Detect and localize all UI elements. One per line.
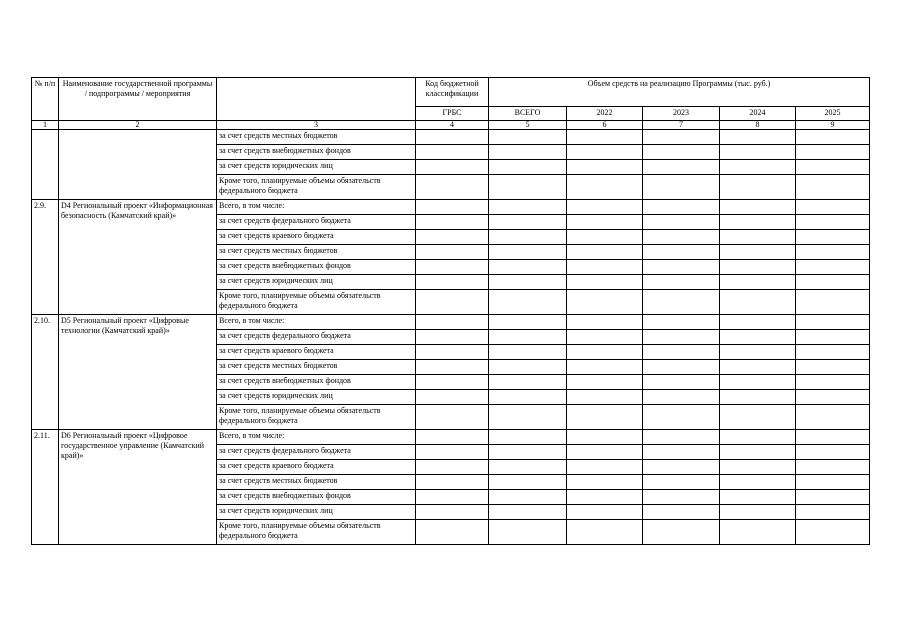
project-name: D4 Региональный проект «Информационная безопасность (Камчатский край)»: [59, 200, 217, 315]
amount-cell: [416, 345, 489, 360]
amount-cell: [720, 215, 796, 230]
header-year: 2025: [796, 107, 870, 121]
amount-cell: [643, 390, 720, 405]
amount-cell: [643, 490, 720, 505]
funding-source: за счет средств федерального бюджета: [217, 445, 416, 460]
amount-cell: [796, 345, 870, 360]
amount-cell: [489, 345, 567, 360]
amount-cell: [489, 230, 567, 245]
header-year: 2022: [567, 107, 643, 121]
amount-cell: [416, 430, 489, 445]
amount-cell: [643, 175, 720, 200]
amount-cell: [416, 260, 489, 275]
table-row: [32, 130, 870, 145]
amount-cell: [796, 460, 870, 475]
cont-num-cell: [32, 130, 59, 200]
budget-table: [31, 77, 870, 545]
amount-cell: [643, 375, 720, 390]
amount-cell: [643, 215, 720, 230]
amount-cell: [489, 490, 567, 505]
amount-cell: [643, 245, 720, 260]
column-number: 7: [643, 121, 720, 130]
amount-cell: [416, 200, 489, 215]
amount-cell: [796, 475, 870, 490]
amount-cell: [796, 130, 870, 145]
amount-cell: [796, 160, 870, 175]
funding-source: Кроме того, планируемые объемы обязательств федерального бюджета: [217, 520, 416, 545]
amount-cell: [416, 360, 489, 375]
header-row: [32, 78, 870, 107]
amount-cell: [643, 315, 720, 330]
amount-cell: [643, 130, 720, 145]
amount-cell: [489, 275, 567, 290]
amount-cell: [567, 160, 643, 175]
amount-cell: [416, 505, 489, 520]
amount-cell: [416, 175, 489, 200]
amount-cell: [489, 260, 567, 275]
amount-cell: [720, 505, 796, 520]
column-numbers-row: [32, 121, 870, 130]
amount-cell: [489, 405, 567, 430]
amount-cell: [567, 505, 643, 520]
amount-cell: [643, 475, 720, 490]
amount-cell: [567, 130, 643, 145]
funding-source: за счет средств местных бюджетов: [217, 475, 416, 490]
amount-cell: [720, 375, 796, 390]
column-number: 6: [567, 121, 643, 130]
amount-cell: [567, 520, 643, 545]
column-number: 5: [489, 121, 567, 130]
project-num: 2.9.: [32, 200, 59, 315]
amount-cell: [567, 260, 643, 275]
amount-cell: [567, 360, 643, 375]
amount-cell: [567, 245, 643, 260]
amount-cell: [416, 290, 489, 315]
amount-cell: [416, 275, 489, 290]
amount-cell: [720, 520, 796, 545]
amount-cell: [720, 330, 796, 345]
amount-cell: [796, 330, 870, 345]
amount-cell: [416, 520, 489, 545]
amount-cell: [489, 360, 567, 375]
amount-cell: [796, 175, 870, 200]
funding-source: за счет средств юридических лиц: [217, 505, 416, 520]
amount-cell: [567, 445, 643, 460]
amount-cell: [489, 390, 567, 405]
amount-cell: [567, 230, 643, 245]
amount-cell: [643, 345, 720, 360]
amount-cell: [720, 160, 796, 175]
amount-cell: [567, 200, 643, 215]
header-grbs: ГРБС: [416, 107, 489, 121]
amount-cell: [567, 405, 643, 430]
amount-cell: [416, 315, 489, 330]
amount-cell: [720, 460, 796, 475]
amount-cell: [796, 360, 870, 375]
amount-cell: [643, 275, 720, 290]
amount-cell: [416, 490, 489, 505]
amount-cell: [720, 260, 796, 275]
amount-cell: [489, 375, 567, 390]
amount-cell: [643, 430, 720, 445]
amount-cell: [796, 260, 870, 275]
amount-cell: [720, 430, 796, 445]
funding-source: за счет средств краевого бюджета: [217, 230, 416, 245]
funding-source: за счет средств внебюджетных фондов: [217, 260, 416, 275]
column-number: 9: [796, 121, 870, 130]
amount-cell: [567, 460, 643, 475]
amount-cell: [489, 175, 567, 200]
amount-cell: [720, 130, 796, 145]
project-num: 2.11.: [32, 430, 59, 545]
funding-source: за счет средств внебюджетных фондов: [217, 375, 416, 390]
amount-cell: [416, 130, 489, 145]
amount-cell: [720, 145, 796, 160]
funding-source: за счет средств краевого бюджета: [217, 460, 416, 475]
funding-source: за счет средств внебюджетных фондов: [217, 490, 416, 505]
amount-cell: [720, 200, 796, 215]
amount-cell: [796, 490, 870, 505]
amount-cell: [416, 160, 489, 175]
amount-cell: [796, 430, 870, 445]
amount-cell: [643, 145, 720, 160]
amount-cell: [489, 290, 567, 315]
funding-source: Всего, в том числе:: [217, 315, 416, 330]
funding-source: за счет средств краевого бюджета: [217, 345, 416, 360]
header-num: № п/п: [32, 78, 59, 121]
amount-cell: [489, 315, 567, 330]
amount-cell: [567, 330, 643, 345]
amount-cell: [720, 345, 796, 360]
amount-cell: [489, 520, 567, 545]
amount-cell: [567, 490, 643, 505]
table-row: [32, 200, 870, 215]
amount-cell: [643, 445, 720, 460]
amount-cell: [416, 375, 489, 390]
funding-source: Всего, в том числе:: [217, 200, 416, 215]
amount-cell: [643, 405, 720, 430]
amount-cell: [489, 200, 567, 215]
amount-cell: [720, 390, 796, 405]
amount-cell: [567, 390, 643, 405]
column-number: 4: [416, 121, 489, 130]
amount-cell: [416, 330, 489, 345]
amount-cell: [567, 315, 643, 330]
amount-cell: [567, 145, 643, 160]
funding-source: за счет средств юридических лиц: [217, 160, 416, 175]
amount-cell: [720, 245, 796, 260]
amount-cell: [720, 290, 796, 315]
amount-cell: [416, 460, 489, 475]
funding-source: Всего, в том числе:: [217, 430, 416, 445]
header-year: 2024: [720, 107, 796, 121]
funding-source: Кроме того, планируемые объемы обязательств федерального бюджета: [217, 175, 416, 200]
amount-cell: [567, 475, 643, 490]
amount-cell: [643, 505, 720, 520]
table-row: [32, 430, 870, 445]
funding-source: за счет средств местных бюджетов: [217, 245, 416, 260]
amount-cell: [416, 445, 489, 460]
funding-source: за счет средств юридических лиц: [217, 390, 416, 405]
amount-cell: [489, 130, 567, 145]
funding-source: за счет средств внебюджетных фондов: [217, 145, 416, 160]
column-number: 2: [59, 121, 217, 130]
amount-cell: [796, 290, 870, 315]
amount-cell: [643, 230, 720, 245]
amount-cell: [796, 245, 870, 260]
amount-cell: [567, 215, 643, 230]
amount-cell: [489, 430, 567, 445]
funding-source: Кроме того, планируемые объемы обязательств федерального бюджета: [217, 290, 416, 315]
amount-cell: [567, 430, 643, 445]
funding-source: за счет средств федерального бюджета: [217, 330, 416, 345]
column-number: 8: [720, 121, 796, 130]
amount-cell: [720, 475, 796, 490]
amount-cell: [567, 375, 643, 390]
amount-cell: [796, 445, 870, 460]
amount-cell: [796, 315, 870, 330]
amount-cell: [567, 175, 643, 200]
amount-cell: [796, 520, 870, 545]
table-row: [32, 315, 870, 330]
amount-cell: [489, 160, 567, 175]
amount-cell: [416, 405, 489, 430]
amount-cell: [643, 360, 720, 375]
amount-cell: [796, 145, 870, 160]
column-number: 1: [32, 121, 59, 130]
amount-cell: [489, 215, 567, 230]
amount-cell: [796, 230, 870, 245]
amount-cell: [643, 520, 720, 545]
amount-cell: [720, 275, 796, 290]
amount-cell: [567, 275, 643, 290]
amount-cell: [643, 460, 720, 475]
amount-cell: [796, 390, 870, 405]
project-num: 2.10.: [32, 315, 59, 430]
amount-cell: [796, 275, 870, 290]
funding-source: за счет средств местных бюджетов: [217, 130, 416, 145]
amount-cell: [643, 290, 720, 315]
amount-cell: [489, 475, 567, 490]
funding-source: за счет средств местных бюджетов: [217, 360, 416, 375]
amount-cell: [416, 215, 489, 230]
amount-cell: [796, 405, 870, 430]
project-name: D6 Региональный проект «Цифровое государственное управление (Камчатский край)»: [59, 430, 217, 545]
amount-cell: [489, 330, 567, 345]
amount-cell: [489, 505, 567, 520]
header-volume: Объем средств на реализацию Программы (тыс. руб.): [489, 78, 870, 107]
amount-cell: [489, 460, 567, 475]
amount-cell: [720, 445, 796, 460]
amount-cell: [416, 145, 489, 160]
amount-cell: [720, 315, 796, 330]
amount-cell: [567, 290, 643, 315]
amount-cell: [720, 360, 796, 375]
amount-cell: [796, 215, 870, 230]
header-name: Наименование государственной программы / подпрограммы / мероприятия: [59, 78, 217, 121]
project-name: D5 Региональный проект «Цифровые технологии (Камчатский край)»: [59, 315, 217, 430]
amount-cell: [643, 200, 720, 215]
header-total: ВСЕГО: [489, 107, 567, 121]
header-year: 2023: [643, 107, 720, 121]
funding-source: за счет средств юридических лиц: [217, 275, 416, 290]
amount-cell: [567, 345, 643, 360]
amount-cell: [489, 445, 567, 460]
amount-cell: [720, 490, 796, 505]
header-empty: [217, 78, 416, 121]
amount-cell: [720, 405, 796, 430]
amount-cell: [416, 230, 489, 245]
funding-source: Кроме того, планируемые объемы обязательств федерального бюджета: [217, 405, 416, 430]
amount-cell: [416, 390, 489, 405]
amount-cell: [720, 230, 796, 245]
amount-cell: [796, 200, 870, 215]
amount-cell: [489, 245, 567, 260]
funding-source: за счет средств федерального бюджета: [217, 215, 416, 230]
amount-cell: [796, 505, 870, 520]
amount-cell: [796, 375, 870, 390]
amount-cell: [643, 160, 720, 175]
amount-cell: [416, 245, 489, 260]
amount-cell: [489, 145, 567, 160]
header-code: Код бюджетной классификации: [416, 78, 489, 107]
cont-name-cell: [59, 130, 217, 200]
amount-cell: [643, 260, 720, 275]
amount-cell: [720, 175, 796, 200]
amount-cell: [643, 330, 720, 345]
column-number: 3: [217, 121, 416, 130]
amount-cell: [416, 475, 489, 490]
